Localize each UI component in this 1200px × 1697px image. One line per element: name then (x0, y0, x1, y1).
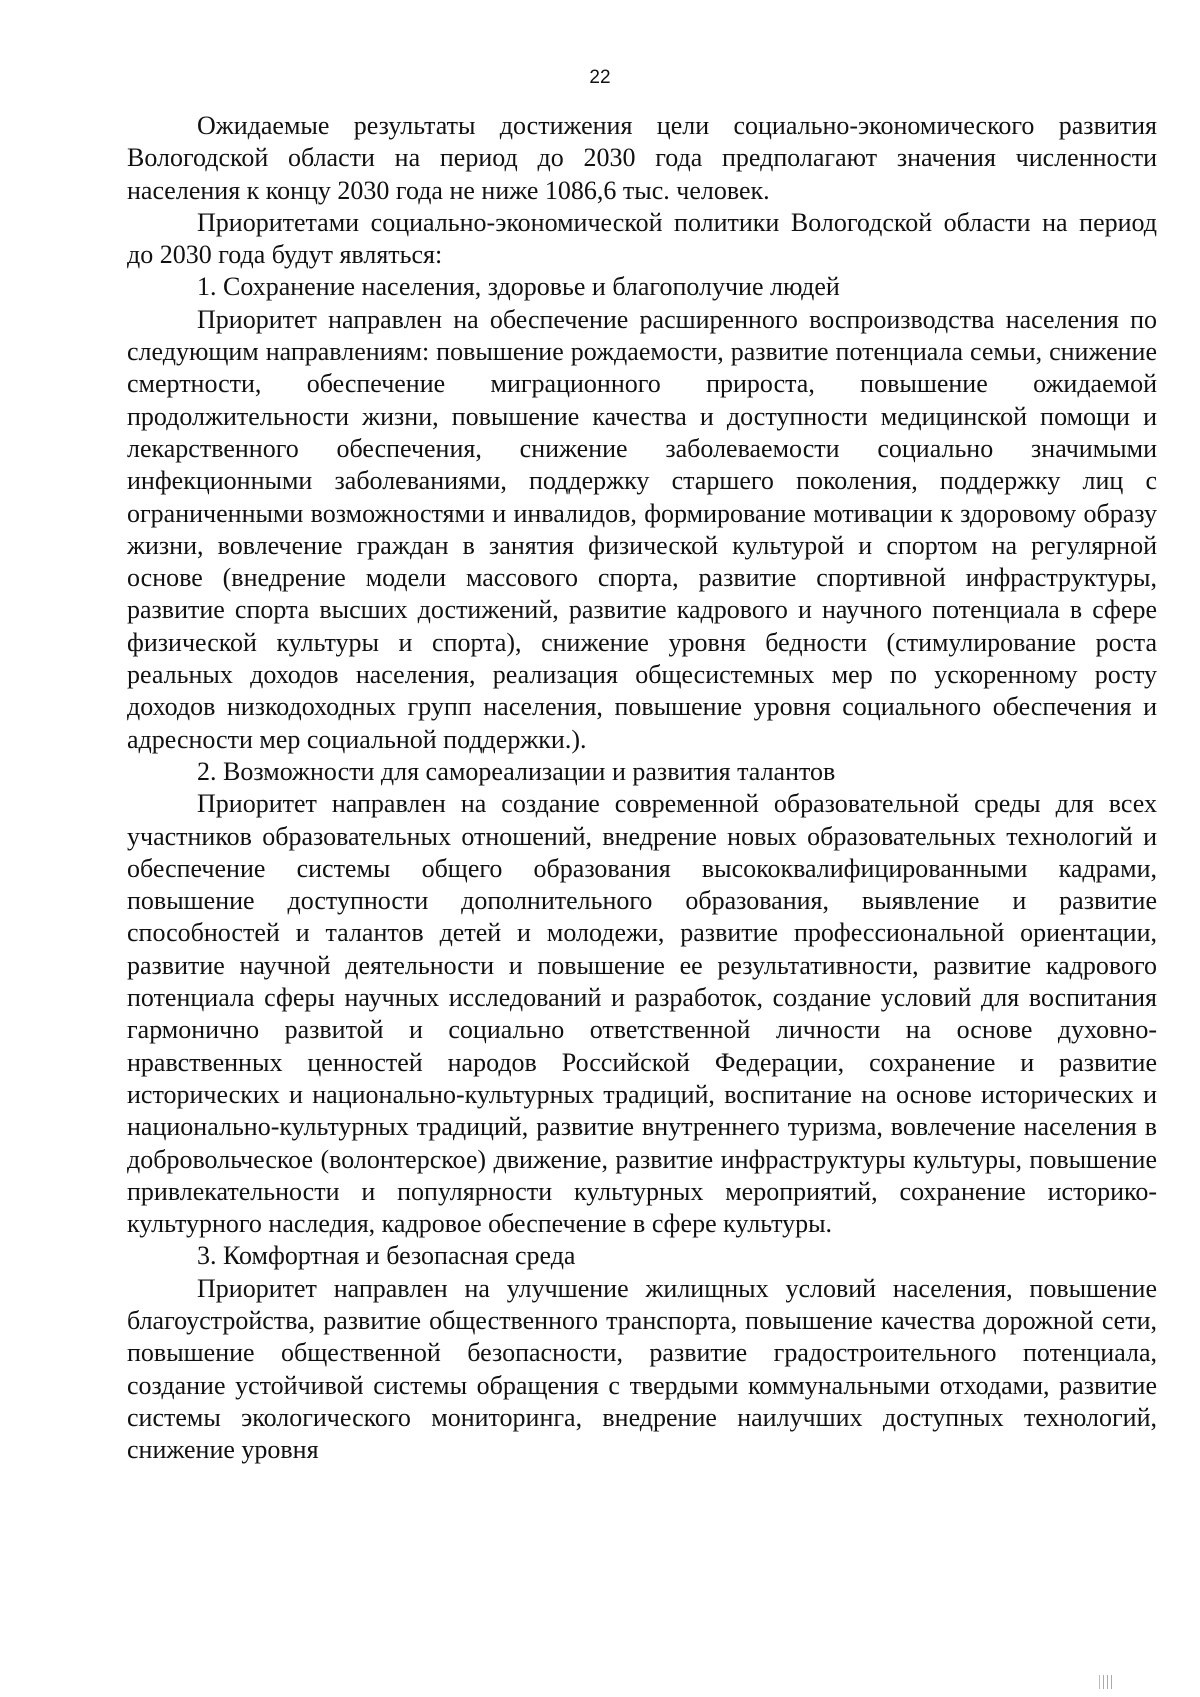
paragraph-priority-3: Приоритет направлен на улучшение жилищных условий населения, повышение благоустройства, развитие общественного транспорта, повышение качества дорожной сети, повышение общественной безопасности, развитие градостроительного потенциала, создание устойчивой системы обращения с твердыми коммунальными отходами, развитие системы экологического мониторинга, внедрение наилучших доступных технологий, снижение уровня (127, 1273, 1157, 1465)
scan-artifact-mark (1099, 1675, 1140, 1689)
page-number: 22 (589, 67, 611, 88)
paragraph-priorities-intro: Приоритетами социально-экономической политики Вологодской области на период до 2030 года будут являться: (127, 207, 1157, 270)
document-body (127, 110, 1157, 1466)
paragraph-priority-2: Приоритет направлен на создание современной образовательной среды для всех участников образовательных отношений, внедрение новых образовательных технологий и обеспечение системы общего образования высококвалифицированными кадрами, повышение доступности дополнительного образования, выявление и развитие способностей и талантов детей и молодежи, развитие профессиональной ориентации, развитие научной деятельности и повышение ее результативности, развитие кадрового потенциала сферы научных исследований и разработок, создание условий для воспитания гармонично развитой и социально ответственной личности на основе духовно-нравственных ценностей народов Российской Федерации, сохранение и развитие исторических и национально-культурных традиций, воспитание на основе исторических и национально-культурных традиций, развитие внутреннего туризма, вовлечение населения в добровольческое (волонтерское) движение, развитие инфраструктуры культуры, повышение привлекательности и популярности культурных мероприятий, сохранение историко-культурного наследия, кадровое обеспечение в сфере культуры. (127, 789, 1157, 1239)
paragraph-expected-results: Ожидаемые результаты достижения цели социально-экономического развития Вологодской области на период до 2030 года предполагают значения численности населения к концу 2030 года не ниже 1086,6 тыс. человек. (127, 111, 1157, 205)
paragraph-priority-1: Приоритет направлен на обеспечение расширенного воспроизводства населения по следующим направлениям: повышение рождаемости, развитие потенциала семьи, снижение смертности, обеспечение миграционного прироста, повышение ожидаемой продолжительности жизни, повышение качества и доступности медицинской помощи и лекарственного обеспечения, снижение заболеваемости социально значимыми инфекционными заболеваниями, поддержку старшего поколения, поддержку лиц с ограниченными возможностями и инвалидов, формирование мотивации к здоровому образу жизни, вовлечение граждан в занятия физической культурой и спортом на регулярной основе (внедрение модели массового спорта, развитие спортивной инфраструктуры, развитие спорта высших достижений, развитие кадрового и научного потенциала в сфере физической культуры и спорта), снижение уровня бедности (стимулирование роста реальных доходов населения, реализация общесистемных мер по ускоренному росту доходов низкодоходных групп населения, повышение уровня социального обеспечения и адресности мер социальной поддержки.). (127, 304, 1157, 754)
section-heading-2: 2. Возможности для самореализации и развития талантов (197, 756, 836, 786)
section-heading-3: 3. Комфортная и безопасная среда (197, 1241, 576, 1271)
section-heading-1: 1. Сохранение населения, здоровье и благополучие людей (197, 272, 840, 302)
